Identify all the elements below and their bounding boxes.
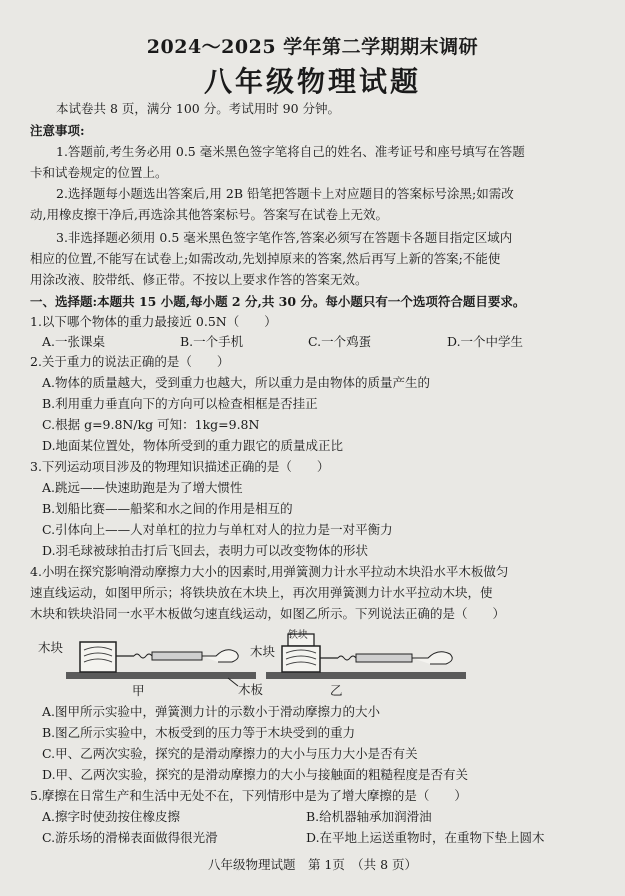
- option-c: C.甲、乙两次实验，探究的是滑动摩擦力的大小与压力大小是否有关: [42, 746, 418, 761]
- option-a: A.物体的质量越大，受到重力也越大，所以重力是由物体的质量产生的: [42, 375, 431, 390]
- board-left: [66, 672, 256, 679]
- question-5-stem: 5.摩擦在日常生产和生活中无处不在，下列情形中是为了增大摩擦的是（ ）: [30, 788, 467, 803]
- question-4-stem: 速直线运动，如图甲所示；将铁块放在木块上，再次用弹簧测力计水平拉动木块，使: [30, 585, 493, 600]
- note-line: 卡和试卷规定的位置上。: [30, 165, 168, 180]
- label-figure-jia: 甲: [132, 683, 145, 698]
- option-a: A.图甲所示实验中，弹簧测力计的示数小于滑动摩擦力的大小: [42, 704, 381, 719]
- option-d: D.地面某位置处，物体所受到的重力跟它的质量成正比: [42, 438, 344, 453]
- option-d: D.在平地上运送重物时，在重物下垫上圆木: [306, 830, 545, 845]
- label-wood-block: 木块: [250, 644, 276, 659]
- note-line: 相应的位置,不能写在试卷上;如需改动,先划掉原来的答案,然后再写上新的答案;不能使: [30, 251, 501, 266]
- label-figure-yi: 乙: [330, 683, 343, 698]
- option-b: B.给机器轴承加润滑油: [306, 809, 432, 824]
- label-wood-block: 木块: [38, 640, 64, 655]
- board-pointer: [228, 678, 238, 686]
- option-d: D.一个中学生: [447, 334, 524, 349]
- question-1-stem: 1.以下哪个物体的重力最接近 0.5N（ ）: [30, 314, 277, 329]
- board-right: [266, 672, 466, 679]
- question-4-stem: 4.小明在探究影响滑动摩擦力大小的因素时,用弹簧测力计水平拉动木块沿水平木板做匀: [30, 564, 509, 579]
- option-b: B.图乙所示实验中，木板受到的压力等于木块受到的重力: [42, 725, 356, 740]
- page-footer: 八年级物理试题 第 1页 （共 8 页）: [207, 857, 418, 872]
- label-iron-block: 铁块: [288, 630, 308, 641]
- option-c: C.游乐场的滑梯表面做得很光滑: [42, 830, 218, 845]
- hand-left-icon: [202, 650, 238, 662]
- notes-title: 注意事项:: [30, 123, 85, 138]
- option-a: A.跳远——快速助跑是为了增大惯性: [42, 480, 243, 495]
- note-line: 1.答题前,考生务必用 0.5 毫米黑色签字笔将自己的姓名、准考证号和座号填写在答题: [56, 144, 525, 159]
- option-b: B.一个手机: [180, 334, 244, 349]
- spring-scale-right: [356, 654, 412, 662]
- note-line: 2.选择题每小题选出答案后,用 2B 铅笔把答题卡上对应题目的答案标号涂黑;如需改: [56, 186, 514, 201]
- exam-year-title: 2024～2025 学年第二学期期末调研: [146, 36, 479, 58]
- intro-text: 本试卷共 8 页，满分 100 分。考试用时 90 分钟。: [56, 101, 341, 116]
- label-board: 木板: [238, 682, 264, 697]
- option-a: A.擦字时使劲按住橡皮擦: [42, 809, 181, 824]
- question-2-stem: 2.关于重力的说法正确的是（ ）: [30, 354, 230, 369]
- friction-experiment-figure: [38, 626, 468, 696]
- option-d: D.羽毛球被球拍击打后飞回去，表明力可以改变物体的形状: [42, 543, 369, 558]
- note-line: 用涂改液、胶带纸、修正带。不按以上要求作答的答案无效。: [30, 272, 368, 287]
- option-c: C.一个鸡蛋: [308, 334, 372, 349]
- note-line: 动,用橡皮擦干净后,再选涂其他答案标号。答案写在试卷上无效。: [30, 207, 388, 222]
- question-4-stem: 木块和铁块沿同一水平木板做匀速直线运动，如图乙所示。下列说法正确的是（ ）: [30, 606, 506, 621]
- option-c: C.引体向上——人对单杠的拉力与单杠对人的拉力是一对平衡力: [42, 522, 393, 537]
- spring-right: [338, 656, 356, 660]
- spring-scale-left: [152, 652, 202, 660]
- question-3-stem: 3.下列运动项目涉及的物理知识描述正确的是（ ）: [30, 459, 330, 474]
- option-b: B.利用重力垂直向下的方向可以检查相框是否挂正: [42, 396, 318, 411]
- note-line: 3.非选择题必须用 0.5 毫米黑色签字笔作答,答案必须写在答题卡各题目指定区域内: [56, 230, 513, 245]
- option-b: B.划船比赛——船桨和水之间的作用是相互的: [42, 501, 293, 516]
- exam-title: 八年级物理试题: [203, 65, 421, 98]
- option-d: D.甲、乙两次实验，探究的是滑动摩擦力的大小与接触面的粗糙程度是否有关: [42, 767, 469, 782]
- section-heading: 一、选择题:本题共 15 小题,每小题 2 分,共 30 分。每小题只有一个选项符合题目要求。: [30, 294, 526, 309]
- option-c: C.根据 g=9.8N/kg 可知：1kg=9.8N: [42, 417, 260, 432]
- option-a: A.一张课桌: [42, 334, 106, 349]
- spring-left: [134, 654, 152, 658]
- hand-right-icon: [412, 652, 452, 664]
